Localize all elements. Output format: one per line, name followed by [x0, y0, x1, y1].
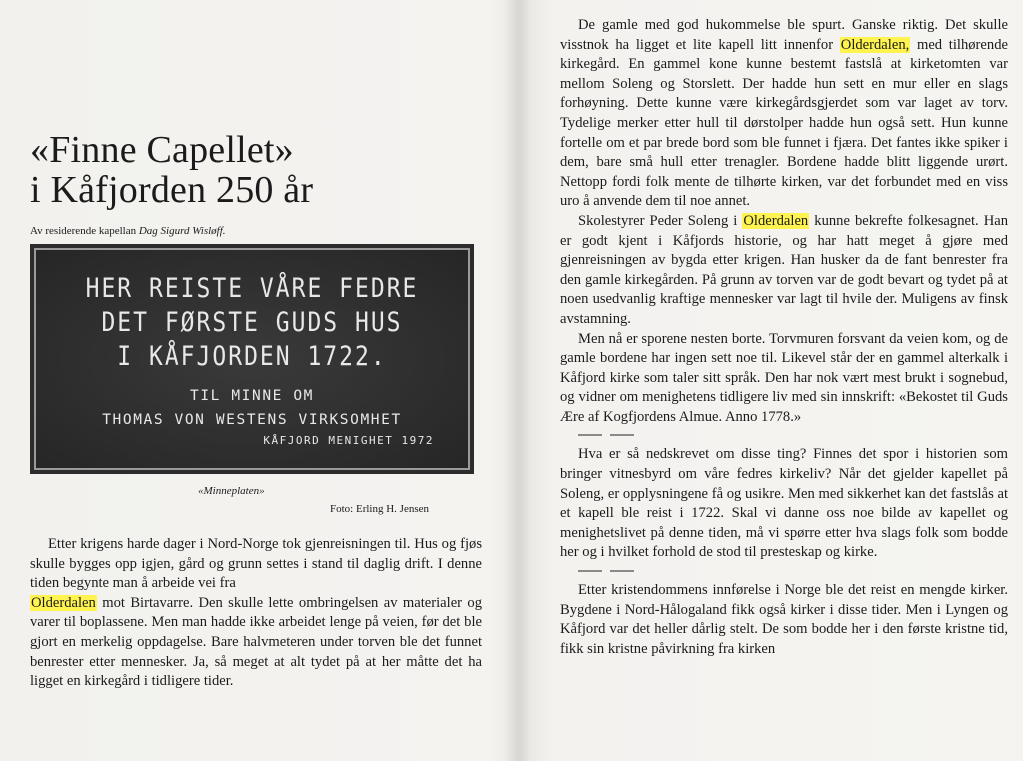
- right-paragraph-3: Men nå er sporene nesten borte. Torvmuren forsvant da veien kom, og de gamle bordene har ingen sett noe til. Likevel står der en gammel alterkalk i Kåfjord kirke som taler sitt språk. Den har nok vært mest brukt i sognebud, og vidner om menighetens tidligere liv med sin innskrift: «Bekostet til Guds Ære af Kogfjordens Almue. Anno 1778.»: [560, 330, 1008, 425]
- plaque-line-2: DET FØRSTE GUDS HUS: [101, 308, 403, 338]
- plaque-line-5: THOMAS VON WESTENS VIRKSOMHET: [102, 412, 402, 428]
- plaque-photo: [30, 244, 474, 474]
- plaque-line-4: TIL MINNE OM: [190, 388, 314, 404]
- right-paragraph-4: Hva er så nedskrevet om disse ting? Finnes det spor i historien som bringer vitnesbyrd om våre fedres kirkeliv? Når det gjelder kapellet på Soleng, er opplysningene få og usikre. Men med sikkerhet kan det fastslås at et kapell ble reist i 1722. Skal vi danne oss noe bilde av kapellet og menighetslivet på denne tiden, må vi spørre etter hva slags folk som bodde her og i hvilket forhold de stod til presteskap og kirke.: [560, 446, 1008, 561]
- plaque-line-1: HER REISTE VÅRE FEDRE: [85, 274, 419, 304]
- section-divider-1: [576, 431, 636, 439]
- right-column-text: [560, 16, 1008, 659]
- photo-caption: [30, 485, 482, 515]
- right-paragraph-5: Etter kristendommens innførelse i Norge ble det reist en mengde kirker. Bygdene i Nord-Hålogaland fikk også kirker i disse tider. Men i Lyngen og Kåfjord var det heller dårlig stelt. De som bodde her i den første kristne tid, fikk sin kristne påvirkning fra kirken: [560, 582, 1008, 657]
- right-p1-part-a: De gamle med god hukommelse ble spurt. Ganske riktig. Det skulle visstnok ha ligget et lite kapell litt innenfor: [560, 17, 1008, 53]
- right-paragraph-2: [560, 212, 1008, 330]
- right-p1-part-b: med tilhørende kirkegård. En gammel kone kunne bestemt fastslå at kirketomten var mellom Soleng og Storslett. Der hadde hun sett en mur eller en slags forhøyning. Dette kunne være kirkegårdsgjerdet som var laget av torv. Tydelige merker etter hull til dørstolper hadde hun også sett. Hun kunne fortelle om et par brede bord som ble funnet i fjæra. Det fantes ikke spiker i dem, bare små hull etter trenagler. Bordene hadde blitt liggende urørt. Nettopp fordi folk mente de tilhørte kirken, var det forbundet med en viss uro å anvende dem til noe annet.: [560, 36, 1008, 210]
- title-line-2: i Kåfjorden 250 år: [30, 169, 314, 211]
- title-line-1: «Finne Capellet»: [30, 129, 294, 171]
- highlight-olderdalen-3: Olderdalen: [743, 212, 809, 229]
- article-title: [30, 130, 482, 210]
- right-paragraph-1: [560, 16, 1008, 212]
- left-p1-part-a: Etter krigens harde dager i Nord-Norge tok gjenreisningen til. Hus og fjøs skulle bygges opp igjen, gård og grunn settes i stand til daglig drift. I denne tiden begynte man å arbeide vei fra: [30, 536, 482, 592]
- memorial-plaque: [34, 248, 470, 470]
- left-p1-part-b: mot Birtavarre. Den skulle lette ombringelsen av materialer og varer til boplassene. Men man hadde ikke arbeidet lenge på veien, før det ble gjort en merkelig oppdagelse. Bare halvmeteren under torven ble det funnet benrester etter mennesker. Ja, så meget at alt tydet på at her måtte det ha ligget en kirkegård i tidligere tider.: [30, 594, 483, 690]
- section-divider-2: [576, 567, 636, 575]
- right-p2-part-b: kunne bekrefte folkesagnet. Han er godt kjent i Kåfjords historie, og har hatt meget å gjøre med gjenreisningen av bygda etter krigen. Han husker da de fant benrester fra den gamle kirkegården. På grunn av torven var de godt bevart og tydet på at noen usedvanlig kraftige mennesker var lagt til hvile der. Muligens av finsk avstamning.: [560, 212, 1009, 327]
- left-column-text: [30, 535, 482, 692]
- highlight-olderdalen-2: Olderdalen,: [840, 36, 910, 53]
- article-header: [30, 130, 482, 238]
- byline-prefix: Av residerende kapellan: [30, 225, 137, 237]
- highlight-olderdalen-1: Olderdalen: [31, 594, 96, 611]
- caption-photo-credit: Foto: Erling H. Jensen: [330, 503, 429, 515]
- left-paragraph-1: [30, 535, 482, 692]
- book-gutter: [505, 0, 531, 761]
- right-p2-part-a: Skolestyrer Peder Soleng i: [578, 212, 738, 229]
- plaque-line-6: KÅFJORD MENIGHET 1972: [263, 434, 434, 447]
- plaque-line-3: I KÅFJORDEN 1722.: [117, 342, 387, 372]
- caption-title: «Minneplaten»: [198, 485, 265, 497]
- byline: [30, 224, 482, 238]
- byline-author: Dag Sigurd Wisløff.: [138, 225, 226, 237]
